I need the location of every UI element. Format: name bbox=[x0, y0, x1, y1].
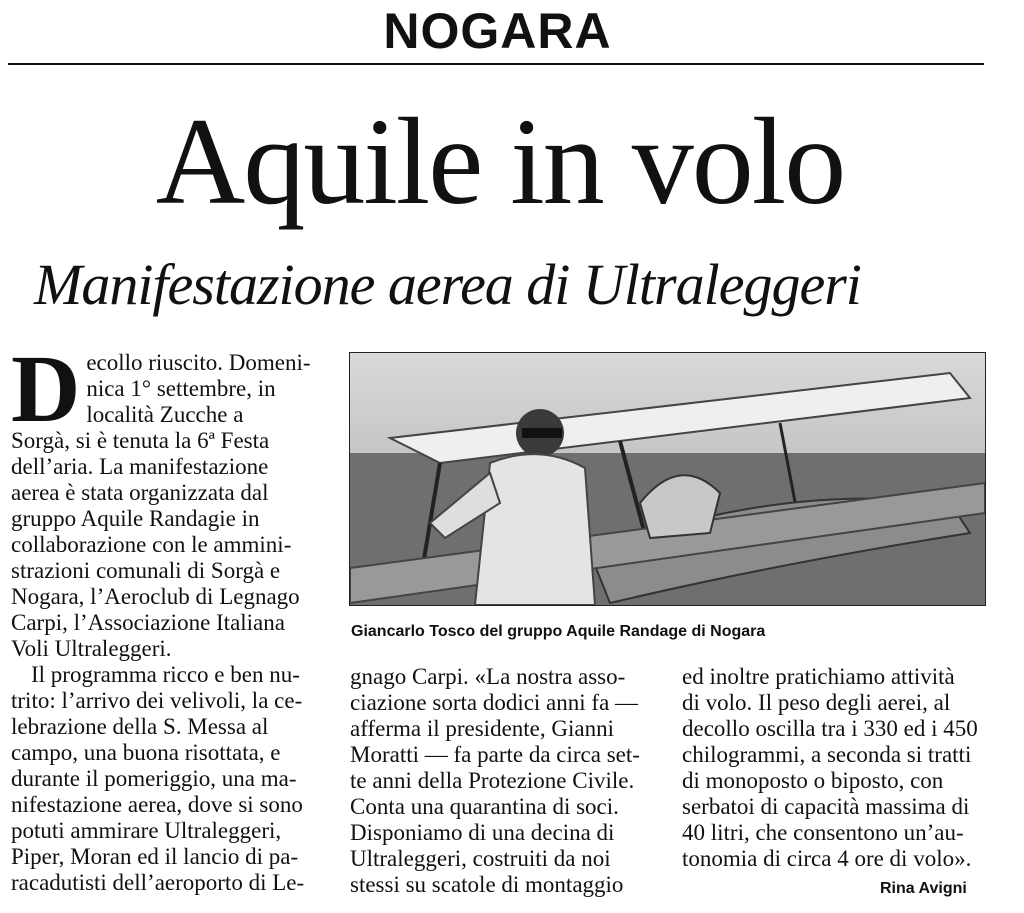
text-line: te anni della Protezione Civile. bbox=[350, 768, 635, 793]
text-line: collaborazione con le ammini- bbox=[11, 532, 292, 557]
text-line: Ultraleggeri, costruiti da noi bbox=[350, 846, 611, 871]
text-line: Conta una quarantina di soci. bbox=[350, 794, 619, 819]
article-column-3 bbox=[682, 664, 982, 872]
text-line: lebrazione della S. Messa al bbox=[11, 714, 269, 739]
text-line: 40 litri, che consentono un’au- bbox=[682, 820, 964, 845]
text-line: durante il pomeriggio, una ma- bbox=[11, 766, 297, 791]
photo-caption: Giancarlo Tosco del gruppo Aquile Randage di Nogara bbox=[351, 623, 766, 640]
text-line: stessi su scatole di montaggio bbox=[350, 872, 624, 897]
article-headline: Aquile in volo bbox=[155, 93, 845, 230]
text-line: gnago Carpi. «La nostra asso- bbox=[350, 664, 626, 689]
text-line: ciazione sorta dodici anni fa — bbox=[350, 690, 639, 715]
article-photo bbox=[349, 352, 986, 606]
drop-cap: D bbox=[11, 335, 81, 442]
text-line: potuti ammirare Ultraleggeri, bbox=[11, 818, 282, 843]
text-line: Il programma ricco e ben nu- bbox=[31, 662, 300, 687]
text-line: di volo. Il peso degli aerei, al bbox=[682, 690, 951, 715]
text-line: Piper, Moran ed il lancio di pa- bbox=[11, 844, 299, 869]
article-column-2 bbox=[350, 664, 655, 898]
text-line: tonomia di circa 4 ore di volo». bbox=[682, 846, 972, 871]
text-line: decollo oscilla tra i 330 ed i 450 bbox=[682, 716, 978, 741]
text-line: ecollo riuscito. Domeni- bbox=[86, 350, 311, 375]
author-byline: Rina Avigni bbox=[880, 880, 967, 897]
text-line: serbatoi di capacità massima di bbox=[682, 794, 970, 819]
article-subheadline: Manifestazione aerea di Ultraleggeri bbox=[34, 252, 861, 317]
text-line: Carpi, l’Associazione Italiana bbox=[11, 610, 285, 635]
section-divider bbox=[8, 63, 984, 65]
biplane-photo-illustration bbox=[350, 353, 985, 605]
text-line: campo, una buona risottata, e bbox=[11, 740, 281, 765]
text-line: di monoposto o biposto, con bbox=[682, 768, 944, 793]
text-line: gruppo Aquile Randagie in bbox=[11, 506, 260, 531]
text-line: ed inoltre pratichiamo attività bbox=[682, 664, 955, 689]
text-line: strazioni comunali di Sorgà e bbox=[11, 558, 281, 583]
article-column-1 bbox=[11, 335, 319, 896]
text-line: chilogrammi, a seconda si tratti bbox=[682, 742, 972, 767]
section-label: NOGARA bbox=[383, 3, 612, 59]
text-line: Nogara, l’Aeroclub di Legnago bbox=[11, 584, 300, 609]
text-line: dell’aria. La manifestazione bbox=[11, 454, 269, 479]
text-line: trito: l’arrivo dei velivoli, la ce- bbox=[11, 688, 303, 713]
text-line: Moratti — fa parte da circa set- bbox=[350, 742, 640, 767]
text-line: afferma il presidente, Gianni bbox=[350, 716, 614, 741]
text-line: località Zucche a bbox=[86, 402, 244, 427]
text-line: Sorgà, si è tenuta la 6ª Festa bbox=[11, 428, 270, 453]
text-line: racadutisti dell’aeroporto di Le- bbox=[11, 870, 305, 895]
text-line: nica 1° settembre, in bbox=[86, 376, 276, 401]
text-line: Disponiamo di una decina di bbox=[350, 820, 615, 845]
text-line: aerea è stata organizzata dal bbox=[11, 480, 269, 505]
text-line: Voli Ultraleggeri. bbox=[11, 636, 172, 661]
text-line: nifestazione aerea, dove si sono bbox=[11, 792, 303, 817]
